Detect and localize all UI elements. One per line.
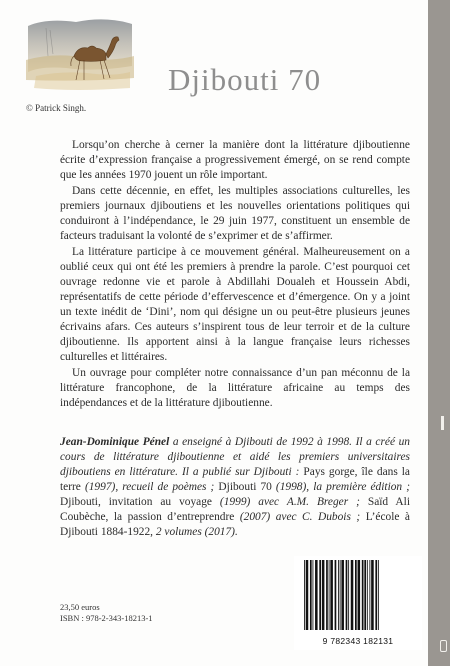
book-title: Djibouti 70 xyxy=(168,62,322,97)
barcode-bar xyxy=(319,560,321,630)
barcode-bar xyxy=(351,560,354,630)
work-title: Djibouti, invitation au voyage xyxy=(60,496,212,508)
blurb-paragraph: La littérature participe à ce mouvement général. Malheureusement on a oublié ceux qui ont été les premiers à prendre la parole. C’est pourquoi cet ouvrage redonne vie et parole à Abdillahi Doualeh et Houssein Abdi, représentatifs de cette période d’effervescence et d’émergence. On y a joint un texte inédit de ‘Dini’, nom qui désigne un ou peut-être plusieurs jeunes écrivains afars. Ces auteurs s’inspirent tous de leur terroir et de la culture djiboutienne. Ils apportent ainsi à la langue française leurs richesses culturelles et littéraires. xyxy=(60,246,410,363)
blurb-paragraph: Dans cette décennie, en effet, les multiples associations culturelles, les premiers journaux djiboutiens et les nouvelles orientations politiques qui conduiront à l’indépendance, le 29 juin 1977, constituent un ensemble de facteurs traduisant la volonté de s’exprimer et de s’affirmer. xyxy=(60,185,410,242)
work-note: (1999) avec A.M. Breger ; xyxy=(211,496,368,508)
barcode-bar xyxy=(335,560,337,630)
image-credit: © Patrick Singh. xyxy=(26,103,87,113)
barcode-bar xyxy=(341,560,344,630)
work-note: (1997), recueil de poèmes ; xyxy=(80,481,219,493)
barcode-bar xyxy=(364,560,366,630)
author-bio-text xyxy=(60,435,410,540)
barcode-bar xyxy=(358,560,361,630)
barcode-number: 9 782343 182131 xyxy=(322,636,394,646)
barcode-bars xyxy=(298,560,418,636)
isbn: ISBN : 978-2-343-18213-1 xyxy=(60,613,153,623)
author-bio xyxy=(60,435,410,540)
work-title: Pays gorge, île dans la terre xyxy=(60,466,410,493)
barcode-bar xyxy=(304,560,305,630)
barcode-bar xyxy=(375,560,377,630)
spine-mark xyxy=(440,640,447,652)
work-title: Saïd Ali Coubèche, la passion d’entreprendre xyxy=(60,496,410,523)
spine-mark xyxy=(441,416,444,430)
barcode-bar xyxy=(322,560,325,630)
author-bio-intro: a enseigné à Djibouti de 1992 à 1998. Il a créé un cours de littérature djiboutienne et aidé les premiers universitaires djiboutiens en littérature. Il a publié sur Djibouti : xyxy=(60,436,410,478)
barcode-bar xyxy=(315,560,318,630)
barcode-bar xyxy=(371,560,374,630)
work-note: (1998), la première édition ; xyxy=(271,481,410,493)
blurb-paragraph: Un ouvrage pour compléter notre connaissance d’un pan méconnu de la littérature francophone, de la littérature africaine au temps des indépendances et de la littérature djiboutienne. xyxy=(60,367,410,409)
barcode-bar xyxy=(348,560,349,630)
work-note: (2007) avec C. Dubois ; xyxy=(234,511,366,523)
book-spine xyxy=(428,0,450,666)
barcode-bar xyxy=(330,560,333,630)
author-name: Jean-Dominique Pénel xyxy=(60,436,170,448)
barcode-bar xyxy=(355,560,357,630)
barcode-bar xyxy=(367,560,368,630)
barcode-bar xyxy=(340,560,341,630)
work-title: Djibouti 70 xyxy=(218,481,272,493)
blurb xyxy=(60,138,410,412)
barcode-bar xyxy=(329,560,330,630)
barcode-bar xyxy=(338,560,339,630)
blurb-paragraph: Lorsqu’on cherche à cerner la manière dont la littérature djiboutienne écrite d’expression française a progressivement émergé, on se rend compte que les années 1970 jouent un rôle important. xyxy=(60,139,410,181)
barcode-bar xyxy=(306,560,309,630)
camel-painting xyxy=(26,16,134,96)
barcode-bar xyxy=(378,560,379,630)
work-note: 2 volumes (2017). xyxy=(153,526,238,538)
barcode-bar xyxy=(310,560,312,630)
barcode-bar xyxy=(326,560,328,630)
barcode xyxy=(294,556,422,650)
work-title: L’école à Djibouti 1884-1922, xyxy=(60,511,410,538)
barcode-bar xyxy=(313,560,314,630)
barcode-bar xyxy=(346,560,348,630)
price-block xyxy=(60,602,153,624)
price: 23,50 euros xyxy=(60,602,100,612)
barcode-bar xyxy=(362,560,364,630)
barcode-bar xyxy=(369,560,370,630)
